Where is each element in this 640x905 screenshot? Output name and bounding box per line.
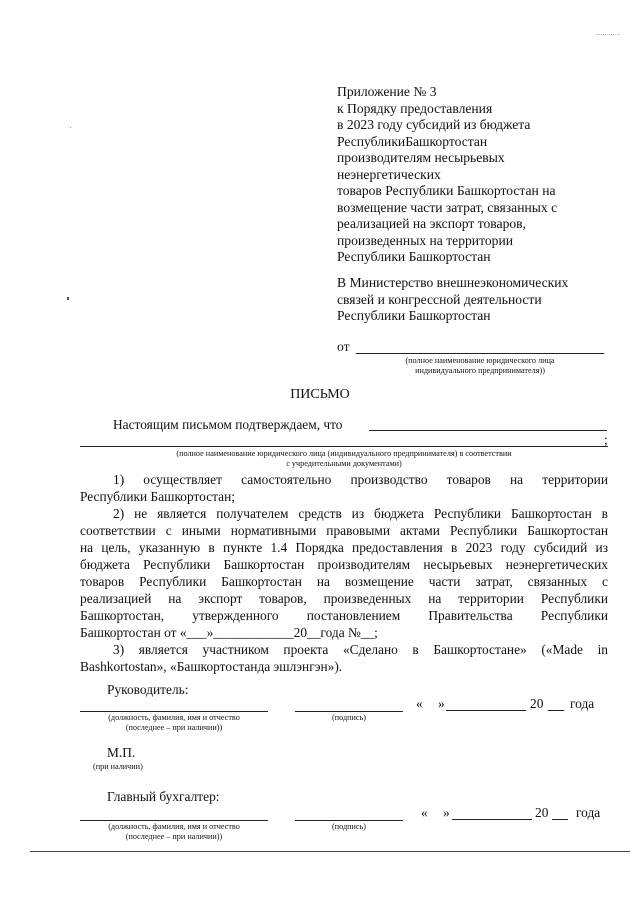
intro-note-line: с учредительными документами) — [286, 459, 402, 468]
item-1-line: 1) осуществляет самостоятельно производство товаров на территории — [113, 472, 608, 487]
head-date-close: » — [438, 696, 445, 711]
header-line: Республики Башкортостан — [337, 249, 491, 264]
accountant-year-prefix: 20 — [535, 805, 549, 820]
position-note-line: (должность, фамилия, имя и отчество — [108, 822, 240, 831]
from-note — [356, 356, 604, 376]
scan-speck — [70, 127, 71, 128]
head-year-suffix: года — [570, 696, 595, 711]
accountant-signature-note: (подпись) — [332, 822, 366, 831]
header-line: товаров Республики Башкортостан на — [337, 183, 556, 198]
head-position-note — [80, 713, 268, 733]
header-line: произведенных на территории — [337, 232, 513, 248]
item-3-line: Bashkortostan», «Башкортостанда эшлэнгэн»). — [80, 659, 343, 674]
accountant-position-line — [80, 820, 268, 821]
head-position-line — [80, 711, 268, 712]
accountant-year-line — [552, 819, 568, 820]
accountant-date-open: « — [421, 805, 428, 820]
stamp-label: М.П. — [107, 745, 136, 760]
from-note-line: индивидуального предпринимателя)) — [415, 366, 545, 375]
head-label: Руководитель: — [107, 682, 189, 697]
document-title: ПИСЬМО — [290, 387, 350, 402]
header-line: производителям несырьевых — [337, 150, 505, 165]
intro-note — [80, 449, 608, 469]
addressee-line: В Министерство внешнеэкономических — [337, 275, 569, 290]
head-signature-line — [295, 711, 403, 712]
intro-blank-line — [369, 430, 607, 431]
intro-note-line: (полное наименование юридического лица (индивидуального предпринимателя) в соответствии — [176, 449, 512, 458]
intro-colon: ; — [604, 432, 608, 447]
item-2-line: товаров Республики Башкортостан на возмещение части затрат, связанных с — [80, 574, 608, 589]
item-2-line: Башкортостан от «___»____________20__года №__; — [80, 625, 378, 640]
accountant-year-suffix: года — [576, 805, 601, 820]
header-line: РеспубликиБашкортостан — [337, 133, 488, 149]
item-2-line: соответствии с иными нормативными правовыми актами Республики Башкортостан — [80, 523, 608, 538]
head-year-prefix: 20 — [530, 696, 544, 711]
header-line: в 2023 году субсидий из бюджета — [337, 117, 531, 132]
header-line: возмещение части затрат, связанных с — [337, 199, 558, 215]
head-date-open: « — [416, 696, 423, 711]
item-2-line: Башкортостан, утвержденного постановлением Правительства Республики — [80, 608, 608, 623]
accountant-label: Главный бухгалтер: — [107, 789, 220, 804]
accountant-position-note — [80, 822, 268, 842]
item-3-line: 3) является участником проекта «Сделано в Башкортостане» («Made in — [113, 642, 608, 657]
scan-speck — [596, 34, 620, 35]
accountant-signature-line — [295, 820, 403, 821]
head-year-line — [548, 710, 564, 711]
item-2-line: бюджета Республики Башкортостан производителям несырьевых неэнергетических — [80, 557, 608, 572]
position-note-line: (последнее – при наличии)) — [125, 832, 223, 841]
from-blank-line — [356, 353, 604, 354]
from-label: от — [337, 339, 350, 354]
stamp-note: (при наличии) — [93, 762, 143, 771]
header-line: к Порядку предоставления — [337, 100, 493, 116]
addressee-line: связей и конгрессной деятельности — [337, 291, 542, 307]
accountant-date-close: » — [443, 805, 450, 820]
item-2-line: реализацией на экспорт товаров, произведенных на территории Республики — [80, 591, 608, 606]
addressee-line: Республики Башкортостан — [337, 308, 491, 323]
scan-speck — [67, 297, 69, 300]
accountant-date-month-line — [452, 819, 532, 820]
position-note-line: (должность, фамилия, имя и отчество — [108, 713, 240, 722]
position-note-line: (последнее – при наличии)) — [125, 723, 223, 732]
header-line: Приложение № 3 — [337, 84, 437, 99]
head-date-month-line — [446, 710, 526, 711]
scan-edge-line — [30, 851, 630, 852]
item-2-line: 2) не является получателем средств из бюджета Республики Башкортостан в — [113, 506, 608, 521]
head-signature-note: (подпись) — [332, 713, 366, 722]
header-line: неэнергетических — [337, 166, 441, 182]
intro-text: Настоящим письмом подтверждаем, что — [113, 417, 343, 432]
from-note-line: (полное наименование юридического лица — [405, 356, 555, 365]
item-1-line: Республики Башкортостан; — [80, 489, 235, 504]
header-line: реализацией на экспорт товаров, — [337, 216, 526, 231]
item-2-line: на цель, указанную в пункте 1.4 Порядка предоставления в 2023 году субсидий из — [80, 540, 608, 555]
intro-blank-line-2 — [80, 446, 608, 447]
